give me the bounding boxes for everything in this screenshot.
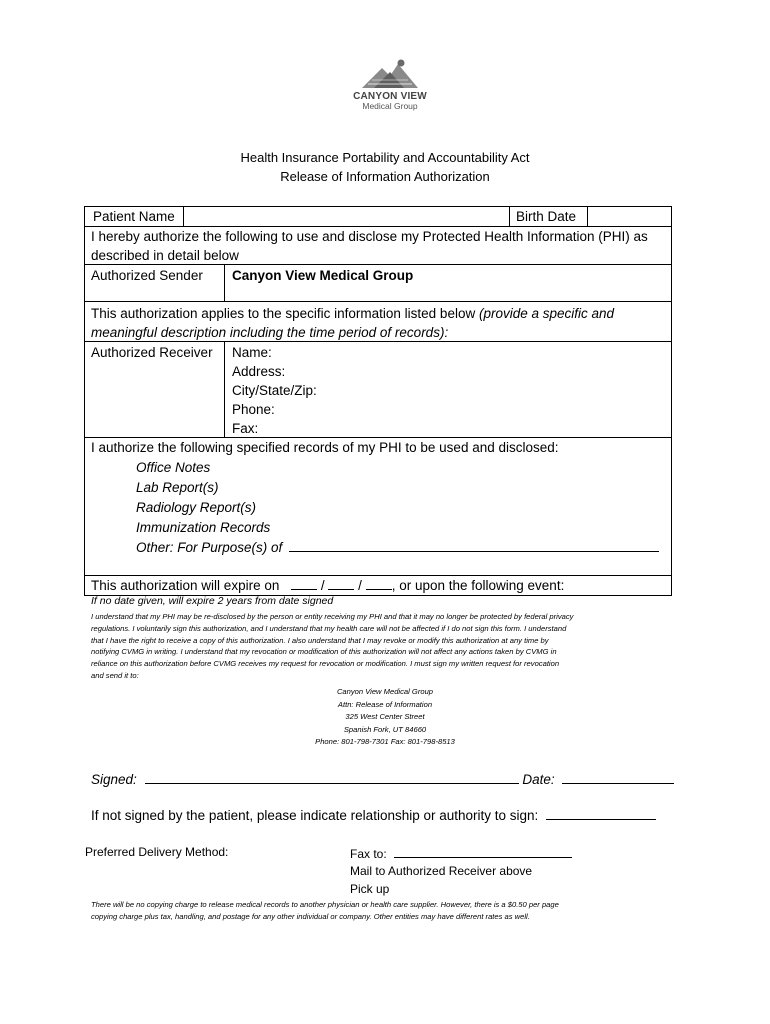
- divider: [224, 264, 225, 301]
- footer-line: There will be no copying charge to release medical records to another physician or health care supplier. However, there is a $0.50 per page: [91, 900, 559, 909]
- logo-name: CANYON VIEW: [353, 91, 427, 102]
- disclaimer-line: notifying CVMG in writing. I understand that my revocation or modification of this authorization will not affect any actions taken by CVMG in: [91, 647, 557, 657]
- birth-date-label: Birth Date: [516, 209, 577, 224]
- address-line: Spanish Fork, UT 84660: [343, 724, 427, 734]
- receiver-fax-field[interactable]: Fax:: [232, 421, 259, 436]
- birth-date-field[interactable]: [589, 207, 671, 225]
- divider: [224, 341, 225, 437]
- disclaimer-line: that I have the right to receive a copy of this authorization. I also understand that I may revoke or modify this authorization at any time by: [91, 635, 549, 645]
- divider: [509, 206, 510, 226]
- divider: [84, 264, 672, 265]
- receiver-city-state-zip-field[interactable]: City/State/Zip:: [232, 383, 317, 398]
- other-purpose-field[interactable]: [289, 539, 659, 552]
- authorize-text-line2: described in detail below: [91, 248, 239, 263]
- signed-label: Signed:: [91, 772, 137, 787]
- expire-line: [91, 576, 564, 595]
- expire-text-start: This authorization will expire on: [91, 578, 280, 593]
- logo-subname: Medical Group: [362, 101, 418, 111]
- divider: [84, 341, 672, 342]
- footer-line: copying charge plus tax, handling, and postage for any other individual or company. Other entities may have different rates as well.: [91, 911, 530, 921]
- record-item-office-notes[interactable]: Office Notes: [136, 460, 211, 475]
- relationship-line: [91, 806, 656, 825]
- address-line: Attn: Release of Information: [337, 699, 433, 709]
- authorized-sender-label: Authorized Sender: [91, 268, 203, 283]
- record-item-other: [136, 538, 659, 557]
- disclaimer-line: and send it to:: [91, 670, 139, 680]
- page-title: Health Insurance Portability and Accountability Act: [240, 150, 530, 165]
- expire-day-field[interactable]: [328, 577, 354, 590]
- disclaimer-line: regulations. I voluntarily sign this authorization, and I understand that my health care will not be affected if I do not sign this form. I understand: [91, 623, 567, 633]
- applies-text-italic: (provide a specific and: [478, 306, 615, 321]
- record-item-immunization-records[interactable]: Immunization Records: [136, 520, 271, 535]
- delivery-fax-option[interactable]: [350, 846, 572, 861]
- expire-slash: /: [320, 578, 325, 593]
- fax-to-label: Fax to:: [350, 847, 387, 861]
- disclaimer-text: [91, 611, 686, 682]
- divider: [84, 301, 672, 302]
- authorize-text-line1: I hereby authorize the following to use and disclose my Protected Health Information (PHI) as: [91, 229, 648, 244]
- delivery-mail-option[interactable]: Mail to Authorized Receiver above: [350, 864, 533, 878]
- applies-text-plain: This authorization applies to the specific information listed below: [91, 306, 476, 321]
- records-intro: I authorize the following specified records of my PHI to be used and disclosed:: [91, 440, 559, 455]
- expire-note: If no date given, will expire 2 years from date signed: [91, 595, 334, 607]
- disclaimer-line: reliance on this authorization before CVMG receives my request for revocation or modification. I must sign my written request for revocation: [91, 659, 560, 669]
- record-item-radiology-reports[interactable]: Radiology Report(s): [136, 500, 257, 515]
- signature-field[interactable]: [145, 771, 519, 784]
- address-line: Canyon View Medical Group: [336, 687, 434, 696]
- record-item-lab-reports[interactable]: Lab Report(s): [136, 480, 219, 495]
- applies-text-line1: [91, 304, 614, 323]
- applies-text-line2: meaningful description including the time period of records):: [91, 325, 449, 340]
- divider: [183, 206, 184, 226]
- expire-slash: /: [358, 578, 362, 593]
- relationship-text: If not signed by the patient, please indicate relationship or authority to sign:: [91, 808, 539, 823]
- authorized-receiver-label: Authorized Receiver: [91, 345, 213, 360]
- patient-name-label: Patient Name: [93, 209, 175, 224]
- receiver-name-field[interactable]: Name:: [232, 345, 272, 360]
- delivery-method-label: Preferred Delivery Method:: [85, 845, 229, 859]
- disclaimer-line: I understand that my PHI may be re-disclosed by the person or entity receiving my PHI and that it may no longer be protected by federal privacy: [91, 612, 574, 621]
- expire-text-end: , or upon the following event:: [391, 578, 565, 593]
- delivery-pickup-option[interactable]: Pick up: [350, 882, 390, 896]
- signature-date-field[interactable]: [562, 771, 674, 784]
- mailing-address: [0, 686, 770, 749]
- divider: [587, 206, 588, 226]
- logo: [340, 58, 440, 118]
- patient-name-field[interactable]: [185, 207, 508, 225]
- authorized-sender-value: Canyon View Medical Group: [232, 268, 414, 283]
- address-line: Phone: 801-798-7301 Fax: 801-798-8513: [315, 737, 455, 747]
- page-subtitle: Release of Information Authorization: [280, 169, 490, 184]
- copying-charge-note: [91, 899, 559, 923]
- address-line: 325 West Center Street: [345, 712, 425, 722]
- receiver-address-field[interactable]: Address:: [232, 364, 286, 379]
- fax-to-field[interactable]: [394, 846, 572, 858]
- signature-line: [91, 770, 674, 789]
- expire-year-field[interactable]: [366, 577, 392, 590]
- relationship-field[interactable]: [546, 807, 656, 820]
- date-label: Date:: [522, 772, 555, 787]
- other-label: Other: For Purpose(s) of: [136, 540, 283, 555]
- mountain-logo-icon: [360, 58, 420, 90]
- expire-month-field[interactable]: [291, 577, 317, 590]
- receiver-phone-field[interactable]: Phone:: [232, 402, 275, 417]
